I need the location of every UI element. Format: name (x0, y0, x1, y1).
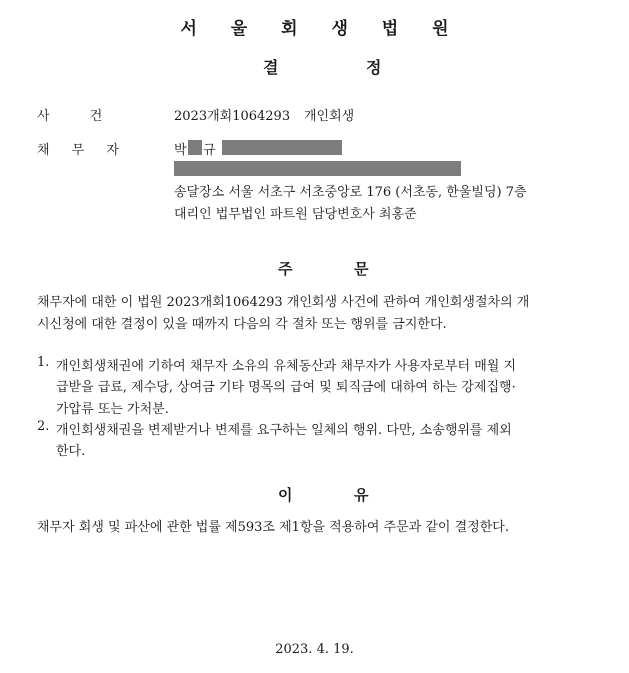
agent: 대리인 법무법인 파트원 담당변호사 최홍준 (174, 207, 417, 222)
doc-title-left: 결 (263, 58, 279, 77)
case-type: 개인회생 (304, 109, 355, 124)
order-intro-line: 채무자에 대한 이 법원 2023개회1064293 개인회생 사건에 관하여 개인회생절차의 개 (37, 295, 530, 310)
redaction-box (188, 140, 202, 155)
decision-date: 2023. 4. 19. (275, 642, 354, 657)
reason-text: 채무자 회생 및 파산에 관한 법률 제593조 제1항을 적용하여 주문과 같이 결정한다. (37, 520, 509, 535)
list-item-line: 개인회생채권을 변제받거나 변제를 요구하는 일체의 행위. 다만, 소송행위를 제외 (56, 423, 512, 438)
order-intro-line: 시신청에 대한 결정이 있을 때까지 다음의 각 절차 또는 행위를 금지한다. (37, 317, 447, 332)
reason-heading-right: 유 (354, 486, 369, 504)
debtor-name-end: 규 (203, 143, 216, 158)
debtor-name-start: 박 (174, 143, 187, 158)
redaction-box (174, 161, 461, 176)
list-item-number: 2. (37, 419, 50, 434)
case-label: 사 건 (37, 109, 103, 124)
list-item-line: 한다. (56, 444, 86, 459)
doc-title-right: 정 (366, 58, 382, 77)
service-address: 송달장소 서울 서초구 서초중앙로 176 (서초동, 한울빌딩) 7층 (174, 185, 527, 200)
order-heading-left: 주 (278, 260, 293, 278)
list-item-line: 개인회생채권에 기하여 채무자 소유의 유체동산과 채무자가 사용자로부터 매월 지 (56, 359, 517, 374)
case-number: 2023개회1064293 (174, 109, 291, 124)
reason-heading-left: 이 (278, 486, 293, 504)
debtor-label: 채 무 자 (37, 143, 119, 158)
court-name: 서 울 회 생 법 원 (180, 19, 463, 39)
list-item-line: 급받을 급료, 제수당, 상여금 기타 명목의 급여 및 퇴직금에 대하여 하는 강제집행· (56, 380, 516, 395)
list-item-line: 가압류 또는 가처분. (56, 402, 169, 417)
list-item-number: 1. (37, 355, 50, 370)
redaction-box (222, 140, 342, 155)
order-heading-right: 문 (354, 260, 369, 278)
